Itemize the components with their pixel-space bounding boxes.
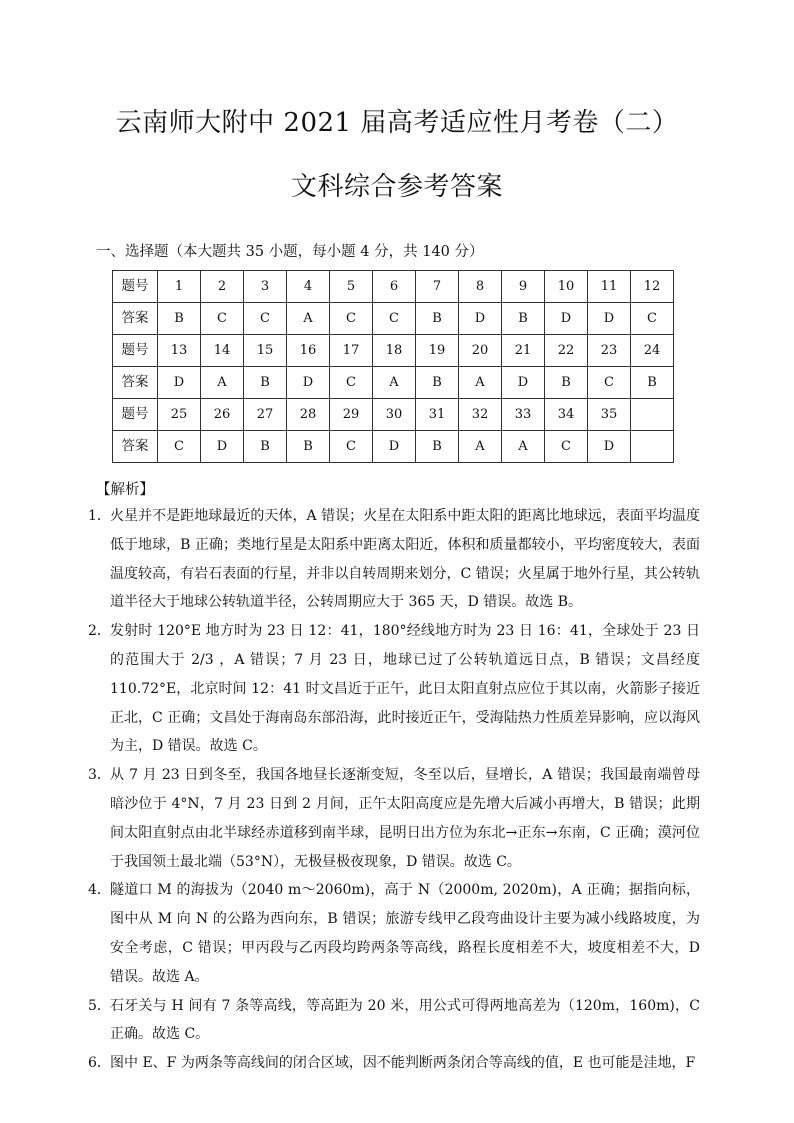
section-heading: 一、选择题（本大题共 35 小题，每小题 4 分，共 140 分）: [96, 244, 484, 260]
item-number: 2．: [88, 623, 111, 640]
answer-cell: C: [588, 367, 631, 399]
question-number-cell: 8: [459, 271, 502, 303]
answer-cell: D: [373, 431, 416, 463]
analysis-item: [88, 876, 700, 991]
row-label: 答案: [113, 431, 158, 463]
answer-cell: D: [201, 431, 244, 463]
question-number-cell: 12: [631, 271, 674, 303]
answer-row: [113, 367, 674, 399]
answer-cell: B: [158, 303, 201, 335]
question-number-cell: 34: [545, 399, 588, 431]
question-number-cell: 2: [201, 271, 244, 303]
item-text: 发射时 120°E 地方时为 23 日 12：41，180°经线地方时为 23 日 16：41，全球处于 23 日的范围大于 2/3 ，A 错误；7 月 23 日，地球已过了公转轨道远日点，B 错误；文昌经度 110.72°E，北京时间 12：41 时文昌近于正午，此日太阳直射点应位于其以南，火箭影子接近正北，C 正确；文昌处于海南岛东部沿海，此时接近正午，受海陆热力性质差异影响，应以海风为主，D 错误。故选 C。: [110, 623, 700, 755]
question-number-cell: 4: [287, 271, 330, 303]
answer-cell: C: [545, 431, 588, 463]
answer-cell: B: [502, 303, 545, 335]
question-row: [113, 335, 674, 367]
row-label: 题号: [113, 271, 158, 303]
question-number-cell: 26: [201, 399, 244, 431]
question-number-cell: 28: [287, 399, 330, 431]
question-row: [113, 271, 674, 303]
answer-cell: A: [459, 431, 502, 463]
question-number-cell: 18: [373, 335, 416, 367]
question-number-cell: 22: [545, 335, 588, 367]
answer-cell: B: [244, 367, 287, 399]
answer-cell: B: [287, 431, 330, 463]
answer-cell: D: [502, 367, 545, 399]
answer-cell: B: [244, 431, 287, 463]
question-number-cell: 20: [459, 335, 502, 367]
question-number-cell: 10: [545, 271, 588, 303]
answer-cell: D: [158, 367, 201, 399]
answer-cell: B: [416, 367, 459, 399]
question-number-cell: 16: [287, 335, 330, 367]
question-number-cell: 7: [416, 271, 459, 303]
question-number-cell: 19: [416, 335, 459, 367]
answer-cell: B: [631, 367, 674, 399]
question-number-cell: 1: [158, 271, 201, 303]
row-label: 题号: [113, 335, 158, 367]
item-text: 图中 E、F 为两条等高线间的闭合区域，因不能判断两条闭合等高线的值，E 也可能是洼地，F: [110, 1055, 696, 1072]
answer-cell: B: [416, 431, 459, 463]
question-number-cell: [631, 399, 674, 431]
analysis-list: [88, 502, 700, 1078]
item-text: 从 7 月 23 日到冬至，我国各地昼长逐渐变短，冬至以后，昼增长，A 错误；我国最南端曾母暗沙位于 4°N，7 月 23 日到 2 月间，正午太阳高度应是先增大后减小再增大，B 错误；此期间太阳直射点由北半球经赤道移到南半球，昆明日出方位为东北→正东→东南，C 正确；漠河位于我国领土最北端（53°N），无极昼极夜现象，D 错误。故选 C。: [110, 767, 700, 870]
item-text: 隧道口 M 的海拔为（2040 m～2060m)，高于 N（2000m, 2020m)，A 正确；据指向标，图中从 M 向 N 的公路为西向东，B 错误；旅游专线甲乙段弯曲设计主要为减小线路坡度，为安全考虑，C 错误；甲丙段与乙丙段均跨两条等高线，路程长度相差不大，坡度相差不大，D 错误。故选 A。: [110, 882, 700, 985]
answer-cell: C: [373, 303, 416, 335]
question-number-cell: 15: [244, 335, 287, 367]
question-number-cell: 24: [631, 335, 674, 367]
document-subtitle: 文科综合参考答案: [290, 172, 503, 202]
answer-cell: A: [459, 367, 502, 399]
analysis-item: [88, 502, 700, 617]
answer-cell: D: [459, 303, 502, 335]
question-number-cell: 5: [330, 271, 373, 303]
question-number-cell: 23: [588, 335, 631, 367]
answer-cell: C: [158, 431, 201, 463]
question-row: [113, 399, 674, 431]
answer-cell: C: [201, 303, 244, 335]
row-label: 答案: [113, 367, 158, 399]
analysis-heading: 【解析】: [96, 482, 154, 498]
answer-cell: B: [416, 303, 459, 335]
question-number-cell: 29: [330, 399, 373, 431]
answer-cell: A: [502, 431, 545, 463]
question-number-cell: 11: [588, 271, 631, 303]
question-number-cell: 27: [244, 399, 287, 431]
answer-cell: C: [330, 431, 373, 463]
item-number: 1．: [88, 508, 111, 524]
answer-cell: A: [373, 367, 416, 399]
item-number: 5．: [88, 997, 111, 1014]
question-number-cell: 35: [588, 399, 631, 431]
analysis-item: [88, 761, 700, 876]
answer-row: [113, 431, 674, 463]
answer-cell: D: [287, 367, 330, 399]
question-number-cell: 9: [502, 271, 545, 303]
question-number-cell: 13: [158, 335, 201, 367]
item-number: 3．: [88, 767, 111, 784]
item-number: 6．: [88, 1055, 111, 1072]
answer-cell: A: [201, 367, 244, 399]
answer-cell: C: [330, 367, 373, 399]
question-number-cell: 33: [502, 399, 545, 431]
answer-cell: [631, 431, 674, 463]
answer-cell: B: [545, 367, 588, 399]
row-label: 答案: [113, 303, 158, 335]
question-number-cell: 30: [373, 399, 416, 431]
item-number: 4．: [88, 882, 111, 899]
analysis-item: [88, 617, 700, 761]
item-text: 火星并不是距地球最近的天体，A 错误；火星在太阳系中距太阳的距离比地球远，表面平均温度低于地球，B 正确；类地行星是太阳系中距离太阳近，体积和质量都较小，平均密度较大，表面温度较高，有岩石表面的行星，并非以自转周期来划分，C 错误；火星属于地外行星，其公转轨道半径大于地球公转轨道半径，公转周期应大于 365 天，D 错误。故选 B。: [110, 508, 700, 611]
question-number-cell: 3: [244, 271, 287, 303]
analysis-item: [88, 1049, 700, 1078]
row-label: 题号: [113, 399, 158, 431]
answer-cell: D: [588, 431, 631, 463]
question-number-cell: 25: [158, 399, 201, 431]
question-number-cell: 32: [459, 399, 502, 431]
question-number-cell: 6: [373, 271, 416, 303]
answer-cell: D: [545, 303, 588, 335]
answer-cell: C: [631, 303, 674, 335]
answer-cell: C: [244, 303, 287, 335]
analysis-item: [88, 992, 700, 1050]
question-number-cell: 14: [201, 335, 244, 367]
answer-cell: C: [330, 303, 373, 335]
question-number-cell: 17: [330, 335, 373, 367]
document-title: 云南师大附中 2021 届高考适应性月考卷（二）: [115, 108, 679, 138]
answer-cell: D: [588, 303, 631, 335]
answer-cell: A: [287, 303, 330, 335]
item-text: 石牙关与 H 间有 7 条等高线，等高距为 20 米，用公式可得两地高差为（120m，160m)，C 正确。故选 C。: [110, 997, 700, 1043]
answer-table: [112, 270, 674, 463]
answer-row: [113, 303, 674, 335]
question-number-cell: 31: [416, 399, 459, 431]
question-number-cell: 21: [502, 335, 545, 367]
